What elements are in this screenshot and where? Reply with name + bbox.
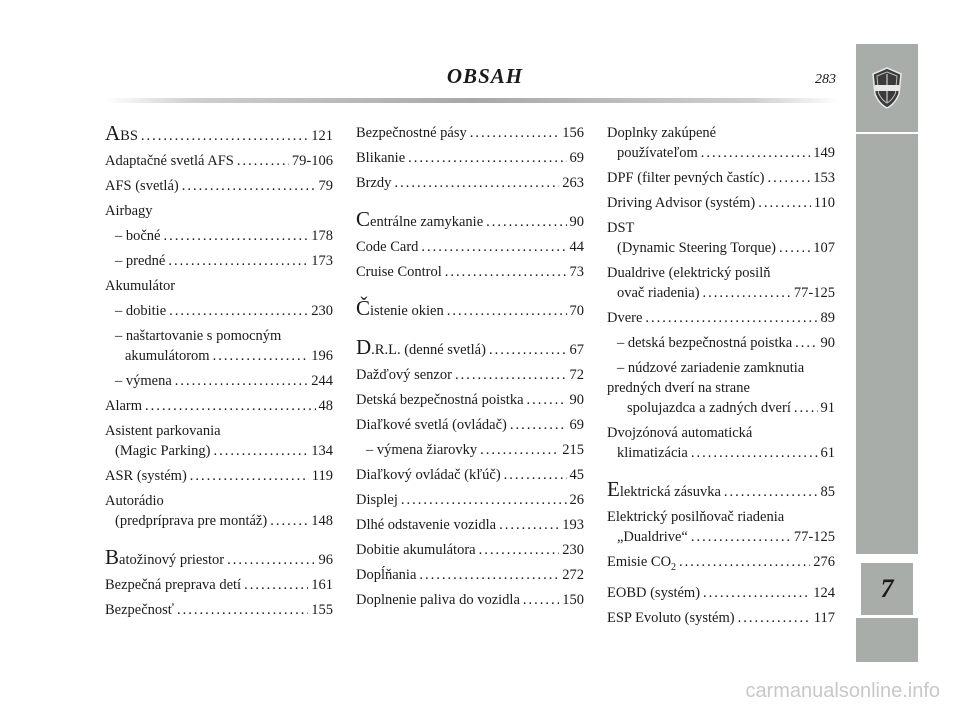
lancia-logo-icon bbox=[870, 66, 904, 110]
index-entry bbox=[105, 301, 333, 321]
index-entry-label: (predpríprava pre montáž) bbox=[115, 513, 268, 529]
index-entry-text bbox=[105, 575, 241, 595]
page-number: 283 bbox=[815, 72, 836, 87]
page-ref: 150 bbox=[562, 592, 584, 608]
index-entry-text bbox=[105, 396, 142, 416]
index-entry bbox=[356, 337, 584, 360]
dot-leader bbox=[401, 490, 567, 510]
index-entry-heading bbox=[607, 358, 835, 378]
dot-leader bbox=[480, 440, 559, 460]
side-tab-body bbox=[856, 134, 918, 554]
page-ref: 67 bbox=[569, 342, 584, 358]
page-ref: 79-106 bbox=[291, 153, 333, 169]
dot-leader bbox=[190, 466, 309, 486]
index-entry-text bbox=[105, 423, 221, 439]
index-entry-label: Code Card bbox=[356, 239, 419, 255]
index-entry bbox=[356, 515, 584, 535]
page-ref: 91 bbox=[820, 400, 835, 416]
side-tab-bottom bbox=[856, 618, 918, 662]
index-entry-label: ESP Evoluto (systém) bbox=[607, 609, 735, 626]
index-entry-label: – výmena žiarovky bbox=[366, 442, 478, 458]
index-entry-text bbox=[607, 265, 770, 281]
dot-leader bbox=[141, 126, 308, 146]
index-entry bbox=[105, 600, 333, 620]
index-entry-label: Airbagy bbox=[105, 203, 153, 219]
index-entry-text bbox=[115, 226, 161, 246]
index-entry-heading bbox=[607, 218, 835, 238]
index-entry-text bbox=[607, 608, 735, 628]
index-entry-text bbox=[356, 390, 524, 410]
index-entry-rest: atožinový priestor bbox=[119, 552, 225, 568]
index-entry-label: Dobitie akumulátora bbox=[356, 542, 476, 558]
page-ref: 178 bbox=[311, 228, 333, 244]
index-column-1 bbox=[105, 123, 333, 625]
index-entry-text bbox=[105, 466, 187, 486]
page-ref: 77-125 bbox=[793, 529, 835, 545]
index-entry-label: Cruise Control bbox=[356, 264, 442, 280]
page-ref: 230 bbox=[311, 303, 333, 319]
index-entry-text bbox=[607, 125, 716, 141]
dot-leader bbox=[227, 550, 315, 570]
index-entry-text bbox=[105, 276, 175, 296]
header-rule bbox=[105, 98, 840, 103]
index-entry-text bbox=[607, 308, 642, 328]
index-entry bbox=[607, 308, 835, 328]
index-entry-label: používateľom bbox=[617, 145, 698, 161]
index-entry-text bbox=[115, 371, 172, 391]
index-entry-label: – detská bezpečnostná poistka bbox=[617, 335, 793, 351]
index-entry bbox=[607, 333, 835, 353]
index-entry-label: Autorádio bbox=[105, 493, 164, 509]
page-ref: 61 bbox=[820, 445, 835, 461]
index-entry-label: predných dverí na strane bbox=[607, 380, 750, 396]
dot-leader bbox=[270, 511, 308, 531]
dot-leader bbox=[177, 600, 308, 620]
index-entry-text bbox=[115, 301, 166, 321]
dot-leader bbox=[703, 283, 791, 303]
index-entry-text bbox=[617, 333, 792, 353]
index-entry-text bbox=[356, 209, 483, 232]
dot-leader bbox=[470, 123, 560, 143]
page-ref: 90 bbox=[569, 392, 584, 408]
dot-leader bbox=[168, 251, 308, 271]
dot-leader bbox=[479, 540, 560, 560]
index-entry-text bbox=[356, 565, 416, 585]
dot-leader bbox=[794, 398, 818, 418]
index-entry-label: Doplnenie paliva do vozidla bbox=[356, 592, 520, 608]
dot-leader bbox=[447, 301, 567, 321]
page-ref: 69 bbox=[569, 150, 584, 166]
index-entry bbox=[607, 238, 835, 258]
index-entry bbox=[356, 237, 584, 257]
index-entry bbox=[105, 371, 333, 391]
page-ref: 79 bbox=[318, 178, 333, 194]
page-title: OBSAH bbox=[446, 64, 524, 88]
chapter-number: 7 bbox=[861, 563, 913, 615]
index-entry-text bbox=[356, 262, 442, 282]
index-entry bbox=[105, 511, 333, 531]
page-ref: 244 bbox=[311, 373, 333, 389]
index-entry-label: – núdzové zariadenie zamknutia bbox=[617, 360, 805, 376]
index-entry-text bbox=[607, 193, 755, 213]
subscript: 2 bbox=[671, 561, 677, 573]
index-entry-text bbox=[607, 552, 676, 578]
page-ref: 117 bbox=[813, 609, 835, 626]
dot-leader bbox=[523, 590, 559, 610]
index-entry-text bbox=[356, 337, 486, 360]
page-ref: 215 bbox=[562, 442, 584, 458]
index-entry-text bbox=[356, 237, 418, 257]
page-ref: 72 bbox=[569, 367, 584, 383]
index-entry bbox=[105, 201, 333, 221]
index-entry-label: – bočné bbox=[115, 228, 161, 244]
page-ref: 89 bbox=[820, 310, 835, 326]
index-entry-label: Dualdrive (elektrický posilň bbox=[607, 265, 771, 281]
index-entry bbox=[356, 148, 584, 168]
index-entry-label: akumulátorom bbox=[125, 348, 210, 364]
index-entry bbox=[105, 123, 333, 146]
index-entry bbox=[356, 123, 584, 143]
page-ref: 196 bbox=[311, 348, 333, 364]
page-ref: 149 bbox=[813, 145, 835, 161]
index-entry-label: Dažďový senzor bbox=[356, 367, 452, 383]
index-entry-label: EOBD (systém) bbox=[607, 584, 701, 601]
index-entry-text bbox=[607, 425, 752, 441]
index-entry-label: DST bbox=[607, 220, 635, 236]
index-entry-rest: .R.L. (denné svetlá) bbox=[371, 342, 486, 358]
index-entry-text bbox=[356, 465, 501, 485]
index-entry-text bbox=[356, 173, 391, 193]
page-ref: 119 bbox=[311, 468, 333, 484]
index-entry bbox=[607, 443, 835, 463]
index-entry-label: Bezpečná preprava detí bbox=[105, 577, 242, 593]
index-entry-label: AFS (svetlá) bbox=[105, 178, 179, 194]
section-initial: D bbox=[356, 335, 372, 359]
page-ref: 263 bbox=[562, 175, 584, 191]
index-entry bbox=[105, 575, 333, 595]
index-entry-text bbox=[356, 490, 398, 510]
dot-leader bbox=[486, 212, 566, 232]
page-ref: 121 bbox=[311, 128, 333, 144]
watermark: carmanualsonline.info bbox=[745, 680, 940, 702]
dot-leader bbox=[679, 552, 810, 572]
index-entry-text bbox=[356, 365, 452, 385]
index-entry-rest: BS bbox=[120, 128, 138, 144]
index-entry-heading bbox=[607, 263, 835, 283]
section-initial: C bbox=[356, 207, 371, 231]
page-ref: 26 bbox=[569, 492, 584, 508]
dot-leader bbox=[499, 515, 559, 535]
index-entry bbox=[105, 151, 333, 171]
page-ref: 161 bbox=[311, 577, 333, 593]
dot-leader bbox=[758, 193, 811, 213]
dot-leader bbox=[182, 176, 316, 196]
index-entry-text bbox=[115, 328, 281, 344]
index-entry-label: Driving Advisor (systém) bbox=[607, 195, 756, 211]
dot-leader bbox=[795, 333, 817, 353]
index-entry-text bbox=[607, 583, 700, 603]
index-entry bbox=[356, 173, 584, 193]
index-entry-text bbox=[105, 493, 164, 509]
index-entry bbox=[607, 479, 835, 502]
index-entry bbox=[356, 465, 584, 485]
index-entry-label: Bezpečnosť bbox=[105, 602, 175, 618]
dot-leader bbox=[175, 371, 308, 391]
dot-leader bbox=[394, 173, 559, 193]
page-ref: 155 bbox=[311, 602, 333, 618]
dot-leader bbox=[445, 262, 567, 282]
index-entry-heading bbox=[607, 507, 835, 527]
page-ref: 44 bbox=[569, 239, 584, 255]
index-entry-text bbox=[356, 298, 444, 321]
index-entry-label: (Magic Parking) bbox=[115, 443, 211, 459]
index-entry bbox=[607, 583, 835, 603]
dot-leader bbox=[421, 237, 566, 257]
index-entry-heading bbox=[607, 378, 835, 398]
index-entry-rest: istenie okien bbox=[370, 303, 444, 319]
index-entry bbox=[105, 226, 333, 246]
index-entry bbox=[356, 440, 584, 460]
dot-leader bbox=[169, 301, 308, 321]
index-entry-label: Dvere bbox=[607, 310, 643, 326]
index-entry-text bbox=[105, 600, 174, 620]
index-entry-text bbox=[356, 590, 520, 610]
dot-leader bbox=[455, 365, 567, 385]
index-entry-label: – výmena bbox=[115, 373, 172, 389]
index-entry-label: Dlhé odstavenie vozidla bbox=[356, 517, 497, 533]
page-ref: 156 bbox=[562, 125, 584, 141]
index-entry bbox=[607, 193, 835, 213]
page-ref: 134 bbox=[311, 443, 333, 459]
index-entry-label: Bezpečnostné pásy bbox=[356, 125, 467, 141]
index-entry-heading bbox=[607, 423, 835, 443]
page-ref: 230 bbox=[562, 542, 584, 558]
index-entry-text bbox=[627, 398, 791, 418]
page-ref: 69 bbox=[569, 417, 584, 433]
index-entry-text bbox=[607, 509, 784, 525]
page-ref: 272 bbox=[562, 567, 584, 583]
index-entry bbox=[356, 590, 584, 610]
page-ref: 193 bbox=[562, 517, 584, 533]
index-entry bbox=[356, 365, 584, 385]
index-entry bbox=[105, 251, 333, 271]
dot-leader bbox=[510, 415, 567, 435]
index-entry-text bbox=[617, 360, 804, 376]
section-initial: A bbox=[105, 121, 121, 145]
index-entry-label: – dobitie bbox=[115, 303, 167, 319]
index-entry-text bbox=[366, 440, 477, 460]
index-entry-label: Diaľkový ovládač (kľúč) bbox=[356, 467, 501, 483]
index-entry-label: Dopĺňania bbox=[356, 567, 417, 583]
index-entry bbox=[607, 398, 835, 418]
page-ref: 173 bbox=[311, 253, 333, 269]
index-entry bbox=[607, 143, 835, 163]
index-entry-label: Brzdy bbox=[356, 175, 392, 191]
index-entry-rest: entrálne zamykanie bbox=[370, 214, 484, 230]
dot-leader bbox=[738, 608, 811, 628]
index-entry-heading bbox=[105, 421, 333, 441]
index-entry-label: Emisie CO bbox=[607, 554, 672, 570]
index-entry-label: Detská bezpečnostná poistka bbox=[356, 392, 524, 408]
page-ref: 90 bbox=[820, 335, 835, 351]
dot-leader bbox=[527, 390, 567, 410]
index-entry-label: Asistent parkovania bbox=[105, 423, 221, 439]
dot-leader bbox=[779, 238, 810, 258]
section-initial: Č bbox=[356, 296, 371, 320]
dot-leader bbox=[504, 465, 567, 485]
dot-leader bbox=[237, 151, 289, 171]
index-entry-label: ASR (systém) bbox=[105, 468, 187, 484]
index-entry-text bbox=[607, 380, 750, 396]
index-entry-text bbox=[356, 123, 467, 143]
index-entry bbox=[105, 396, 333, 416]
section-initial: E bbox=[607, 477, 620, 501]
index-entry-label: Alarm bbox=[105, 398, 143, 414]
dot-leader bbox=[164, 226, 309, 246]
index-entry-label: (Dynamic Steering Torque) bbox=[617, 240, 776, 256]
dot-leader bbox=[213, 346, 309, 366]
page-ref: 77-125 bbox=[793, 285, 835, 301]
index-entry-text bbox=[125, 346, 210, 366]
index-entry bbox=[607, 608, 835, 628]
index-entry bbox=[607, 527, 835, 547]
dot-leader bbox=[691, 443, 818, 463]
index-entry-heading bbox=[105, 326, 333, 346]
index-entry bbox=[105, 176, 333, 196]
index-column-2 bbox=[356, 123, 584, 615]
index-entry-label: Akumulátor bbox=[105, 278, 176, 294]
dot-leader bbox=[408, 148, 566, 168]
page-ref: 110 bbox=[813, 195, 835, 211]
index-entry-label: Adaptačné svetlá AFS bbox=[105, 153, 234, 169]
index-entry bbox=[105, 346, 333, 366]
index-entry bbox=[105, 466, 333, 486]
index-entry bbox=[356, 540, 584, 560]
index-entry-text bbox=[617, 443, 688, 463]
dot-leader bbox=[701, 143, 810, 163]
index-column-3 bbox=[607, 123, 835, 633]
index-entry-label: Blikanie bbox=[356, 150, 406, 166]
index-entry bbox=[356, 415, 584, 435]
index-entry bbox=[356, 298, 584, 321]
page-ref: 107 bbox=[813, 240, 835, 256]
index-entry bbox=[607, 552, 835, 578]
index-entry-text bbox=[105, 201, 153, 221]
index-entry bbox=[356, 390, 584, 410]
index-entry bbox=[356, 262, 584, 282]
page-ref: 90 bbox=[569, 214, 584, 230]
index-entry-text bbox=[356, 415, 507, 435]
index-entry-text bbox=[617, 283, 700, 303]
index-entry-text bbox=[617, 143, 698, 163]
dot-leader bbox=[419, 565, 559, 585]
index-entry-label: klimatizácia bbox=[617, 445, 688, 461]
dot-leader bbox=[691, 527, 791, 547]
index-entry bbox=[105, 547, 333, 570]
index-entry bbox=[356, 490, 584, 510]
page-ref: 45 bbox=[569, 467, 584, 483]
index-entry bbox=[607, 283, 835, 303]
index-entry bbox=[356, 565, 584, 585]
index-entry-text bbox=[617, 238, 776, 258]
index-entry-label: Elektrický posilňovač riadenia bbox=[607, 509, 785, 525]
index-entry-text bbox=[105, 123, 138, 146]
page-ref: 124 bbox=[813, 584, 835, 601]
index-entry-text bbox=[115, 441, 210, 461]
section-initial: B bbox=[105, 545, 120, 569]
page-ref: 48 bbox=[318, 398, 333, 414]
page-ref: 276 bbox=[813, 554, 835, 570]
index-entry-text bbox=[105, 547, 224, 570]
index-entry bbox=[356, 209, 584, 232]
index-entry-label: – naštartovanie s pomocným bbox=[115, 328, 282, 344]
index-entry-text bbox=[356, 540, 476, 560]
index-entry-rest: lektrická zásuvka bbox=[619, 484, 721, 500]
index-entry-text bbox=[607, 479, 721, 502]
index-entry-label: „Dualdrive“ bbox=[617, 529, 688, 545]
dot-leader bbox=[244, 575, 308, 595]
page-ref: 153 bbox=[813, 170, 835, 186]
page-ref: 70 bbox=[569, 303, 584, 319]
index-entry-label: Displej bbox=[356, 492, 398, 508]
index-entry-label: Dvojzónová automatická bbox=[607, 425, 753, 441]
index-entry-heading bbox=[105, 491, 333, 511]
index-entry-text bbox=[607, 168, 764, 188]
index-entry bbox=[105, 276, 333, 296]
page-ref: 148 bbox=[311, 513, 333, 529]
page-ref: 96 bbox=[318, 552, 333, 568]
dot-leader bbox=[703, 583, 810, 603]
index-entry-label: DPF (filter pevných častíc) bbox=[607, 170, 765, 186]
index-entry-text bbox=[356, 515, 496, 535]
index-entry-text bbox=[356, 148, 405, 168]
index-entry-label: Doplnky zakúpené bbox=[607, 125, 717, 141]
index-entry-text bbox=[617, 527, 688, 547]
index-entry-label: ovač riadenia) bbox=[617, 285, 700, 301]
index-entry-text bbox=[105, 176, 179, 196]
dot-leader bbox=[645, 308, 817, 328]
dot-leader bbox=[767, 168, 810, 188]
page-ref: 73 bbox=[569, 264, 584, 280]
index-entry-text bbox=[115, 511, 267, 531]
index-entry-label: spolujazdca a zadných dverí bbox=[627, 400, 791, 416]
dot-leader bbox=[724, 482, 818, 502]
index-entry bbox=[105, 441, 333, 461]
index-entry-text bbox=[105, 151, 234, 171]
index-entry bbox=[607, 168, 835, 188]
index-entry-label: – predné bbox=[115, 253, 166, 269]
dot-leader bbox=[489, 340, 567, 360]
dot-leader bbox=[213, 441, 308, 461]
index-entry-heading bbox=[607, 123, 835, 143]
page-ref: 85 bbox=[820, 484, 835, 500]
index-entry-text bbox=[115, 251, 165, 271]
dot-leader bbox=[145, 396, 315, 416]
index-entry-label: Diaľkové svetlá (ovládač) bbox=[356, 417, 507, 433]
index-entry-text bbox=[607, 220, 634, 236]
